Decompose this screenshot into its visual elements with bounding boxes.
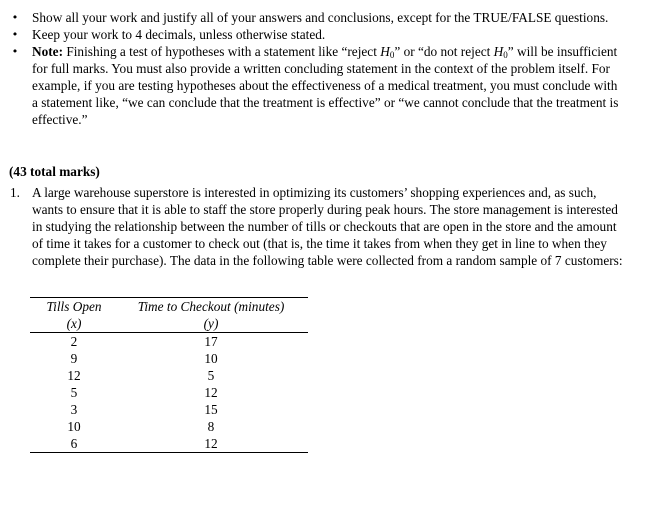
cell-tills: 2	[70, 334, 78, 349]
table-row	[30, 367, 308, 384]
total-marks-heading: (43 total marks)	[9, 164, 100, 179]
table-row	[30, 350, 308, 367]
instruction-list	[0, 9, 625, 128]
table-row	[30, 333, 308, 350]
bullet-icon: •	[11, 28, 19, 41]
column-header-name: Tills Open	[46, 299, 102, 314]
cell-time: 17	[204, 334, 218, 349]
table-row	[30, 418, 308, 435]
null-hypothesis-symbol: $H_0$	[493, 44, 508, 60]
cell-tills: 9	[70, 351, 78, 366]
cell-tills: 12	[67, 368, 81, 383]
note-text-part: ” will be insufficient for full marks. You must also provide a written concluding statement in the context of the problem itself. For example, if you are testing hypotheses about the effectiveness of a medical treatment, you must conclude with a statement like, “we can conclude that the treatment is effective” or “we cannot conclude that the treatment is effective.”	[32, 44, 619, 127]
column-header-symbol: (x)	[66, 316, 82, 331]
null-hypothesis-symbol: $H_0$	[380, 44, 395, 60]
bullet-icon: •	[11, 45, 19, 58]
data-table	[30, 297, 308, 453]
column-header-name: Time to Checkout (minutes)	[137, 299, 285, 314]
note-label: Note:	[32, 44, 64, 59]
table-row	[30, 384, 308, 401]
instruction-item	[0, 9, 625, 26]
column-header-tills	[30, 298, 118, 332]
question-text: A large warehouse superstore is interested in optimizing its customers’ shopping experiences and, as such, wants to ensure that it is able to staff the store properly during peak hours. The store management is interested in studying the relationship between the number of tills or checkouts that are open in the store and the amount of time it takes for a customer to check out (that is, the time it takes from when they get in line to when they complete their purchase). The data in the following table were collected from a random sample of 7 customers:	[32, 185, 623, 268]
instruction-item	[0, 26, 625, 43]
instruction-text: Keep your work to 4 decimals, unless otherwise stated.	[32, 27, 326, 42]
cell-tills: 3	[70, 402, 78, 417]
table-row	[30, 435, 308, 452]
column-header-symbol: (y)	[203, 316, 219, 331]
cell-time: 10	[204, 351, 218, 366]
question-1	[0, 184, 625, 269]
cell-tills: 5	[70, 385, 78, 400]
instruction-item-note	[0, 43, 625, 128]
column-header-time	[127, 298, 295, 332]
table-row	[30, 401, 308, 418]
cell-time: 12	[204, 385, 218, 400]
cell-tills: 10	[67, 419, 81, 434]
note-text-part: Finishing a test of hypotheses with a statement like “reject	[63, 44, 381, 59]
cell-tills: 6	[70, 436, 78, 451]
cell-time: 15	[204, 402, 218, 417]
cell-time: 5	[207, 368, 215, 383]
question-number: 1.	[10, 185, 20, 200]
table-header	[30, 298, 308, 333]
note-text-part: ” or “do not reject	[394, 44, 494, 59]
instruction-text: Show all your work and justify all of your answers and conclusions, except for the TRUE/FALSE questions.	[32, 10, 609, 25]
cell-time: 8	[207, 419, 215, 434]
cell-time: 12	[204, 436, 218, 451]
bullet-icon: •	[11, 11, 19, 24]
